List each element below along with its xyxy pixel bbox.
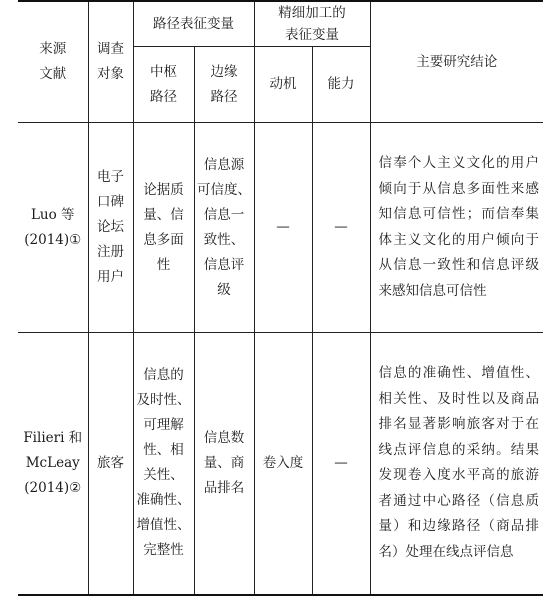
header-row-1 [18,1,543,47]
cell-central [133,123,194,333]
central-line: 可理解 [143,417,184,434]
header-central-line1: 中枢 [150,63,177,80]
header-ability: 能力 [312,47,370,123]
central-line: 论据质 [143,181,184,198]
central-line: 增值性、 [136,517,191,534]
subject-line: 论坛 [97,219,124,235]
research-table-page [18,0,543,594]
header-subject-line1: 调查 [97,41,124,57]
peripheral-line: 可信度、 [197,181,251,198]
header-source-line1: 来源 [39,41,67,57]
header-elaboration-vars [254,1,370,47]
peripheral-line: 信息数 [203,429,245,446]
header-elaboration-line1: 精细加工的 [278,5,346,21]
header-source [18,1,88,123]
cell-conclusion: 信奉个人主义文化的用户倾向于从信息多面性来感知信息可信性；而信奉集体主义文化的用户倾向于从信息一致性和信息评级来感知信息可信性 [370,123,543,333]
cell-subject [88,123,133,333]
header-source-line2: 文献 [39,66,67,82]
central-line: 性、相 [143,442,184,459]
subject-line: 电子 [97,169,124,185]
peripheral-line: 量、商 [203,454,245,471]
cell-central [133,333,194,595]
cell-motivation: 卷入度 [254,333,312,595]
header-subject [88,1,133,123]
header-peripheral-path [194,47,254,123]
header-conclusion: 主要研究结论 [370,1,543,123]
central-line: 关性、 [143,467,184,484]
header-peripheral-line2: 路径 [210,88,238,105]
central-line: 准确性、 [136,492,191,509]
research-summary-table [18,0,543,596]
cell-motivation: — [254,123,312,333]
header-elaboration-line2: 表征变量 [285,27,339,43]
header-subject-line2: 对象 [97,66,124,82]
peripheral-line: 级 [217,281,231,298]
table-row [18,333,543,595]
cell-subject: 旅客 [88,333,133,595]
peripheral-line: 信息评 [203,256,245,273]
source-line: Luo 等 [30,206,75,223]
peripheral-line: 信息源 [203,156,245,173]
subject-line: 用户 [97,269,124,285]
cell-conclusion: 信息的准确性、增值性、相关性、及时性以及商品排名显著影响旅客对于在线点评信息的采纳。结果发现卷入度水平高的旅游者通过中心路径（信息质量）和边缘路径（商品排名）处理在线点评信息 [370,333,543,595]
central-line: 性 [156,256,171,273]
central-line: 信息的 [143,367,184,384]
source-line: Filieri 和 [23,429,83,446]
table-row [18,123,543,333]
header-path-vars: 路径表征变量 [133,1,254,47]
peripheral-line: 致性、 [203,231,245,248]
cell-ability: — [312,333,370,595]
central-line: 完整性 [143,542,184,559]
header-central-line2: 路径 [150,88,177,105]
header-peripheral-line1: 边缘 [210,63,238,80]
source-line: McLeay [25,454,80,471]
cell-source [18,123,88,333]
subject-line: 口碑 [97,194,124,210]
central-line: 量、信 [143,206,184,223]
cell-peripheral [194,333,254,595]
subject-line: 注册 [97,244,124,260]
header-motivation: 动机 [254,47,312,123]
peripheral-line: 信息一 [203,206,245,223]
source-line: (2014)① [24,231,82,248]
peripheral-line: 品排名 [203,479,245,496]
cell-peripheral [194,123,254,333]
central-line: 息多面 [143,231,184,248]
central-line: 及时性、 [136,392,191,409]
cell-source [18,333,88,595]
cell-ability: — [312,123,370,333]
header-central-path [133,47,194,123]
source-line: (2014)② [24,479,82,496]
